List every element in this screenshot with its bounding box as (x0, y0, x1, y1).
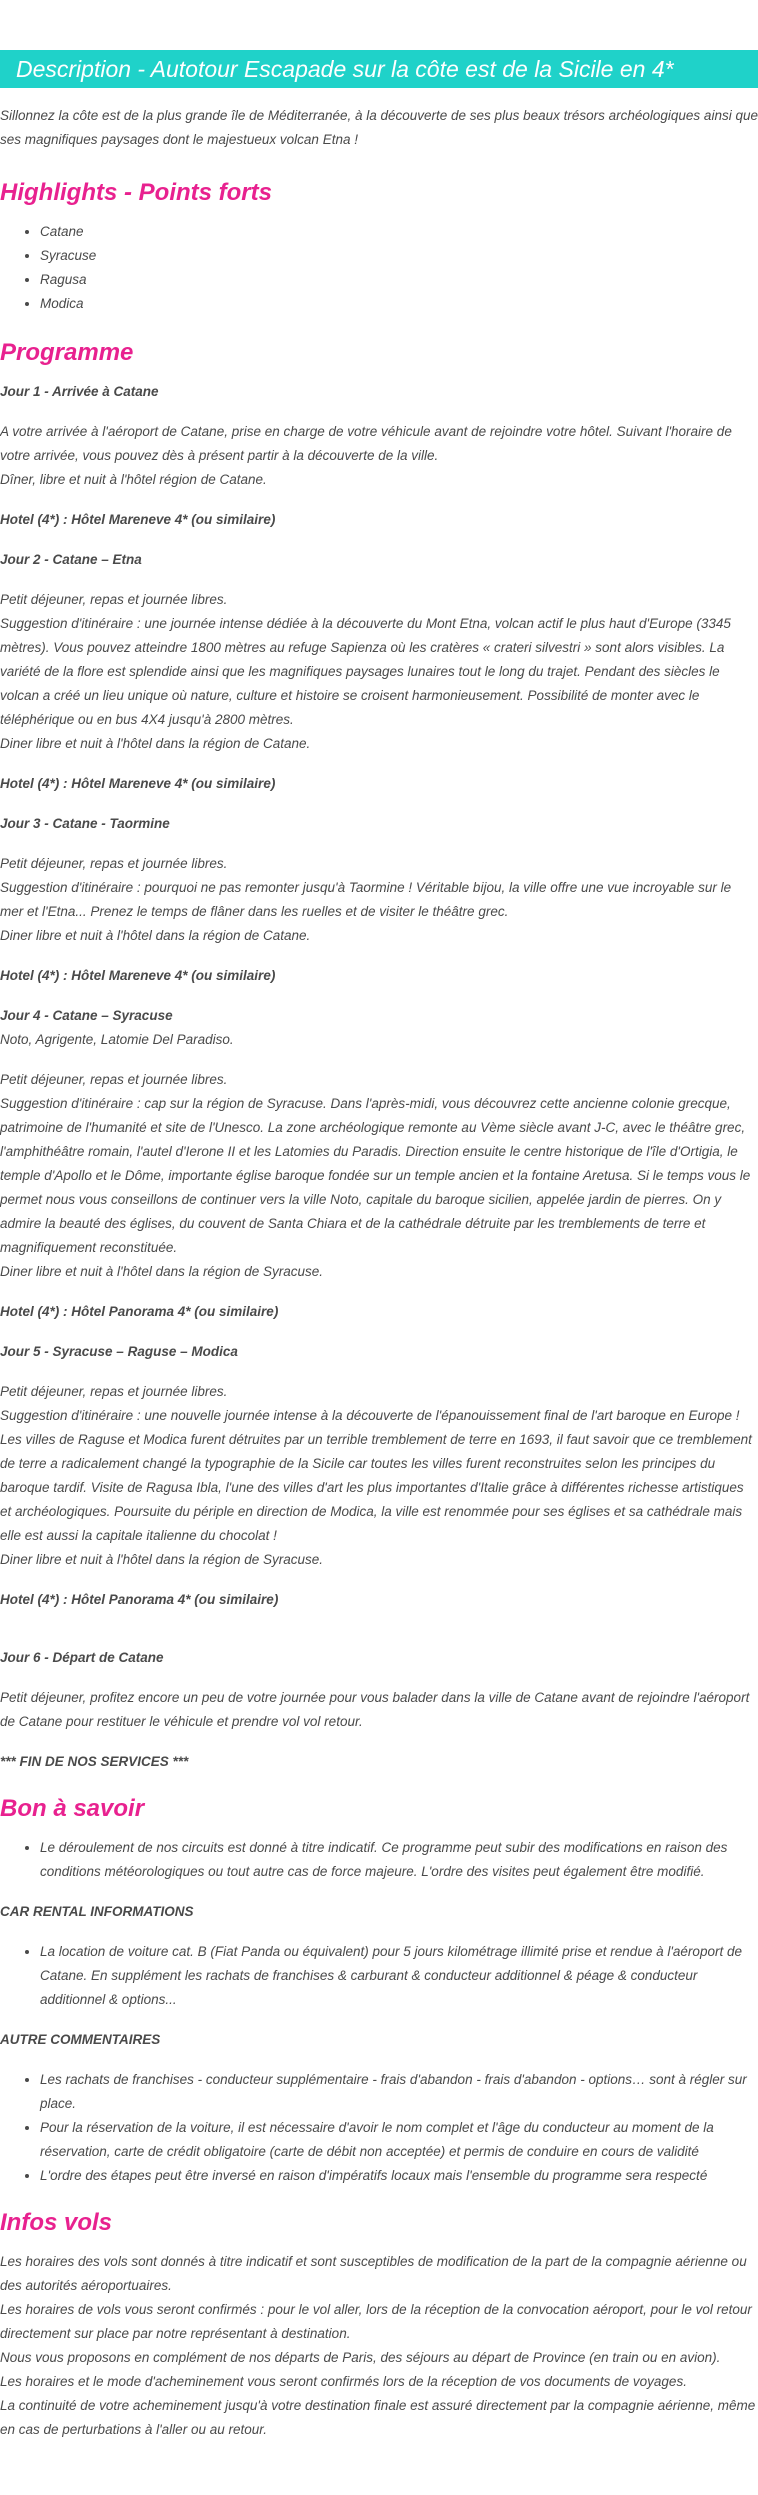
day-text (0, 1686, 758, 1734)
list-item: • Les rachats de franchises - conducteur supplémentaire - frais d'abandon - frais d'abandon - options… sont à régler sur place. (40, 2068, 758, 2116)
day-title: Jour 1 - Arrivée à Catane (0, 384, 159, 399)
day-hotel: Hotel (4*) : Hôtel Mareneve 4* (ou similaire) (0, 776, 276, 791)
list-item: • Pour la réservation de la voiture, il est nécessaire d'avoir le nom complet et l'âge du conducteur au moment de la réservation, carte de crédit obligatoire (carte de débit non acceptée) et permis de conduire en cours de validité (40, 2116, 758, 2164)
day-title: Jour 3 - Catane - Taormine (0, 816, 170, 831)
info-line: Les horaires des vols sont donnés à titre indicatif et sont susceptibles de modification de la part de la compagnie aérienne ou des autorités aéroportuaires. (0, 2254, 747, 2293)
infos-vols-title: Infos vols (0, 2209, 113, 2236)
day-hotel: Hotel (4*) : Hôtel Panorama 4* (ou similaire) (0, 1592, 279, 1607)
programme-title: Programme (0, 339, 134, 366)
day-text (0, 588, 758, 756)
day-text (0, 420, 758, 492)
list-item: • Catane (40, 220, 758, 244)
info-line: Les horaires de vols vous seront confirmés : pour le vol aller, lors de la réception de la convocation aéroport, pour le vol retour directement sur place par notre représentant à destination. (0, 2302, 752, 2341)
day-line: Suggestion d'itinéraire : cap sur la région de Syracuse. Dans l'après-midi, vous découvrez cette ancienne colonie grecque, patrimoine de l'humanité et site de l'Unesco. La zone archéologique remonte au Vème siècle avant J-C, avec le théâtre grec, l'amphithéâtre romain, l'autel d'Ierone II et les Latomies du Paradis. Direction ensuite le centre historique de l'île d'Ortigia, le temple d'Apollo et le Dôme, importante église baroque fondée sur un temple ancien et la fontaine Aretusa. Si le temps vous le permet nous vous conseillons de continuer vers la ville Noto, capitale du baroque sicilien, appelée jardin de pierres. On y admire la beauté des églises, du couvent de Santa Chiara et de la cathédrale détruite par les tremblements de terre et magnifiquement reconstituée. (0, 1096, 751, 1255)
car-rental-list (0, 1940, 758, 2012)
list-item: • Ragusa (40, 268, 758, 292)
day-line: Petit déjeuner, repas et journée libres. (0, 1384, 228, 1399)
info-line: La continuité de votre acheminement jusqu'à votre destination finale est assuré directement par la compagnie aérienne, même en cas de perturbations à l'aller ou au retour. (0, 2398, 756, 2437)
infos-vols-text (0, 2250, 758, 2442)
day-line: Suggestion d'itinéraire : une nouvelle journée intense à la découverte de l'épanouissement final de l'art baroque en Europe ! Les villes de Raguse et Modica furent détruites par un terrible tremblement de terre en 1693, il faut savoir que ce tremblement de terre a radicalement changé la typographie de la Sicile car toutes les villes furent reconstruites selon les principes du baroque tardif. Visite de Ragusa Ibla, l'une des villes d'art les plus importantes d'Italie grâce à différentes richesse artistiques et archéologiques. Poursuite du périple en direction de Modica, la ville est renommée pour ses églises et sa cathédrale mais elle est aussi la capitale italienne du chocolat ! (0, 1408, 752, 1543)
highlights-title: Highlights - Points forts (0, 179, 272, 206)
day-title: Jour 6 - Départ de Catane (0, 1650, 164, 1665)
day-line: Diner libre et nuit à l'hôtel dans la région de Catane. (0, 928, 311, 943)
day-line: Petit déjeuner, repas et journée libres. (0, 592, 228, 607)
day-line: Suggestion d'itinéraire : une journée intense dédiée à la découverte du Mont Etna, volcan actif le plus haut d'Europe (3345 mètres). Vous pouvez atteindre 1800 mètres au refuge Sapienza où les cratères « crateri silvestri » sont alors visibles. La variété de la flore est splendide ainsi que les magnifiques paysages lunaires tout le long du trajet. Pendant des siècles le volcan a créé un lieu unique où nature, culture et histoire se croisent harmonieusement. Possibilité de monter avec le téléphérique ou en bus 4X4 jusqu'à 2800 mètres. (0, 616, 731, 727)
day-line: Petit déjeuner, repas et journée libres. (0, 856, 228, 871)
description-banner: Description - Autotour Escapade sur la côte est de la Sicile en 4* (0, 50, 758, 88)
autres-list (0, 2068, 758, 2188)
day-title: Jour 2 - Catane – Etna (0, 552, 142, 567)
list-item: • Modica (40, 292, 758, 316)
day-line: Diner libre et nuit à l'hôtel dans la région de Syracuse. (0, 1552, 324, 1567)
day-text (0, 1380, 758, 1572)
list-item: • Le déroulement de nos circuits est donné à titre indicatif. Ce programme peut subir des modifications en raison des conditions météorologiques ou tout autre cas de force majeure. L'ordre des visites peut également être modifié. (40, 1836, 758, 1884)
day-title: Jour 4 - Catane – Syracuse (0, 1008, 173, 1023)
day-line: Petit déjeuner, repas et journée libres. (0, 1072, 228, 1087)
bon-a-savoir-list (0, 1836, 758, 1884)
day-line: Petit déjeuner, profitez encore un peu de votre journée pour vous balader dans la ville de Catane avant de rejoindre l'aéroport de Catane pour restituer le véhicule et prendre vol vol retour. (0, 1690, 750, 1729)
spacer (0, 1628, 758, 1646)
highlights-list (0, 220, 758, 316)
end-of-services: *** FIN DE NOS SERVICES *** (0, 1754, 189, 1769)
car-rental-title: CAR RENTAL INFORMATIONS (0, 1904, 194, 1919)
day-hotel: Hotel (4*) : Hôtel Mareneve 4* (ou similaire) (0, 968, 276, 983)
day-line: Dîner, libre et nuit à l'hôtel région de Catane. (0, 472, 267, 487)
day-line: Diner libre et nuit à l'hôtel dans la région de Syracuse. (0, 1264, 324, 1279)
autres-title: AUTRE COMMENTAIRES (0, 2032, 161, 2047)
day-hotel: Hotel (4*) : Hôtel Mareneve 4* (ou similaire) (0, 512, 276, 527)
day-text (0, 852, 758, 948)
bon-a-savoir-title: Bon à savoir (0, 1795, 145, 1822)
info-line: Les horaires et le mode d'acheminement vous seront confirmés lors de la réception de vos documents de voyages. (0, 2374, 687, 2389)
day-hotel: Hotel (4*) : Hôtel Panorama 4* (ou similaire) (0, 1304, 279, 1319)
description-intro: Sillonnez la côte est de la plus grande île de Méditerranée, à la découverte de ses plus beaux trésors archéologiques ainsi que ses magnifiques paysages dont le majestueux volcan Etna ! (0, 108, 758, 147)
day-line: Suggestion d'itinéraire : pourquoi ne pas remonter jusqu'à Taormine ! Véritable bijou, la ville offre une vue incroyable sur le mer et l'Etna... Prenez le temps de flâner dans les ruelles et de visiter le théâtre grec. (0, 880, 732, 919)
day-line: A votre arrivée à l'aéroport de Catane, prise en charge de votre véhicule avant de rejoindre votre hôtel. Suivant l'horaire de votre arrivée, vous pouvez dès à présent partir à la découverte de la ville. (0, 424, 732, 463)
list-item: • Syracuse (40, 244, 758, 268)
list-item: • L'ordre des étapes peut être inversé en raison d'impératifs locaux mais l'ensemble du programme sera respecté (40, 2164, 758, 2188)
info-line: Nous vous proposons en complément de nos départs de Paris, des séjours au départ de Province (en train ou en avion). (0, 2350, 721, 2365)
day-subtitle: Noto, Agrigente, Latomie Del Paradiso. (0, 1032, 234, 1047)
day-title: Jour 5 - Syracuse – Raguse – Modica (0, 1344, 238, 1359)
day-text (0, 1068, 758, 1284)
list-item: • La location de voiture cat. B (Fiat Panda ou équivalent) pour 5 jours kilométrage illimité prise et rendue à l'aéroport de Catane. En supplément les rachats de franchises & carburant & conducteur additionnel & péage & conducteur additionnel & options... (40, 1940, 758, 2012)
day-line: Diner libre et nuit à l'hôtel dans la région de Catane. (0, 736, 311, 751)
